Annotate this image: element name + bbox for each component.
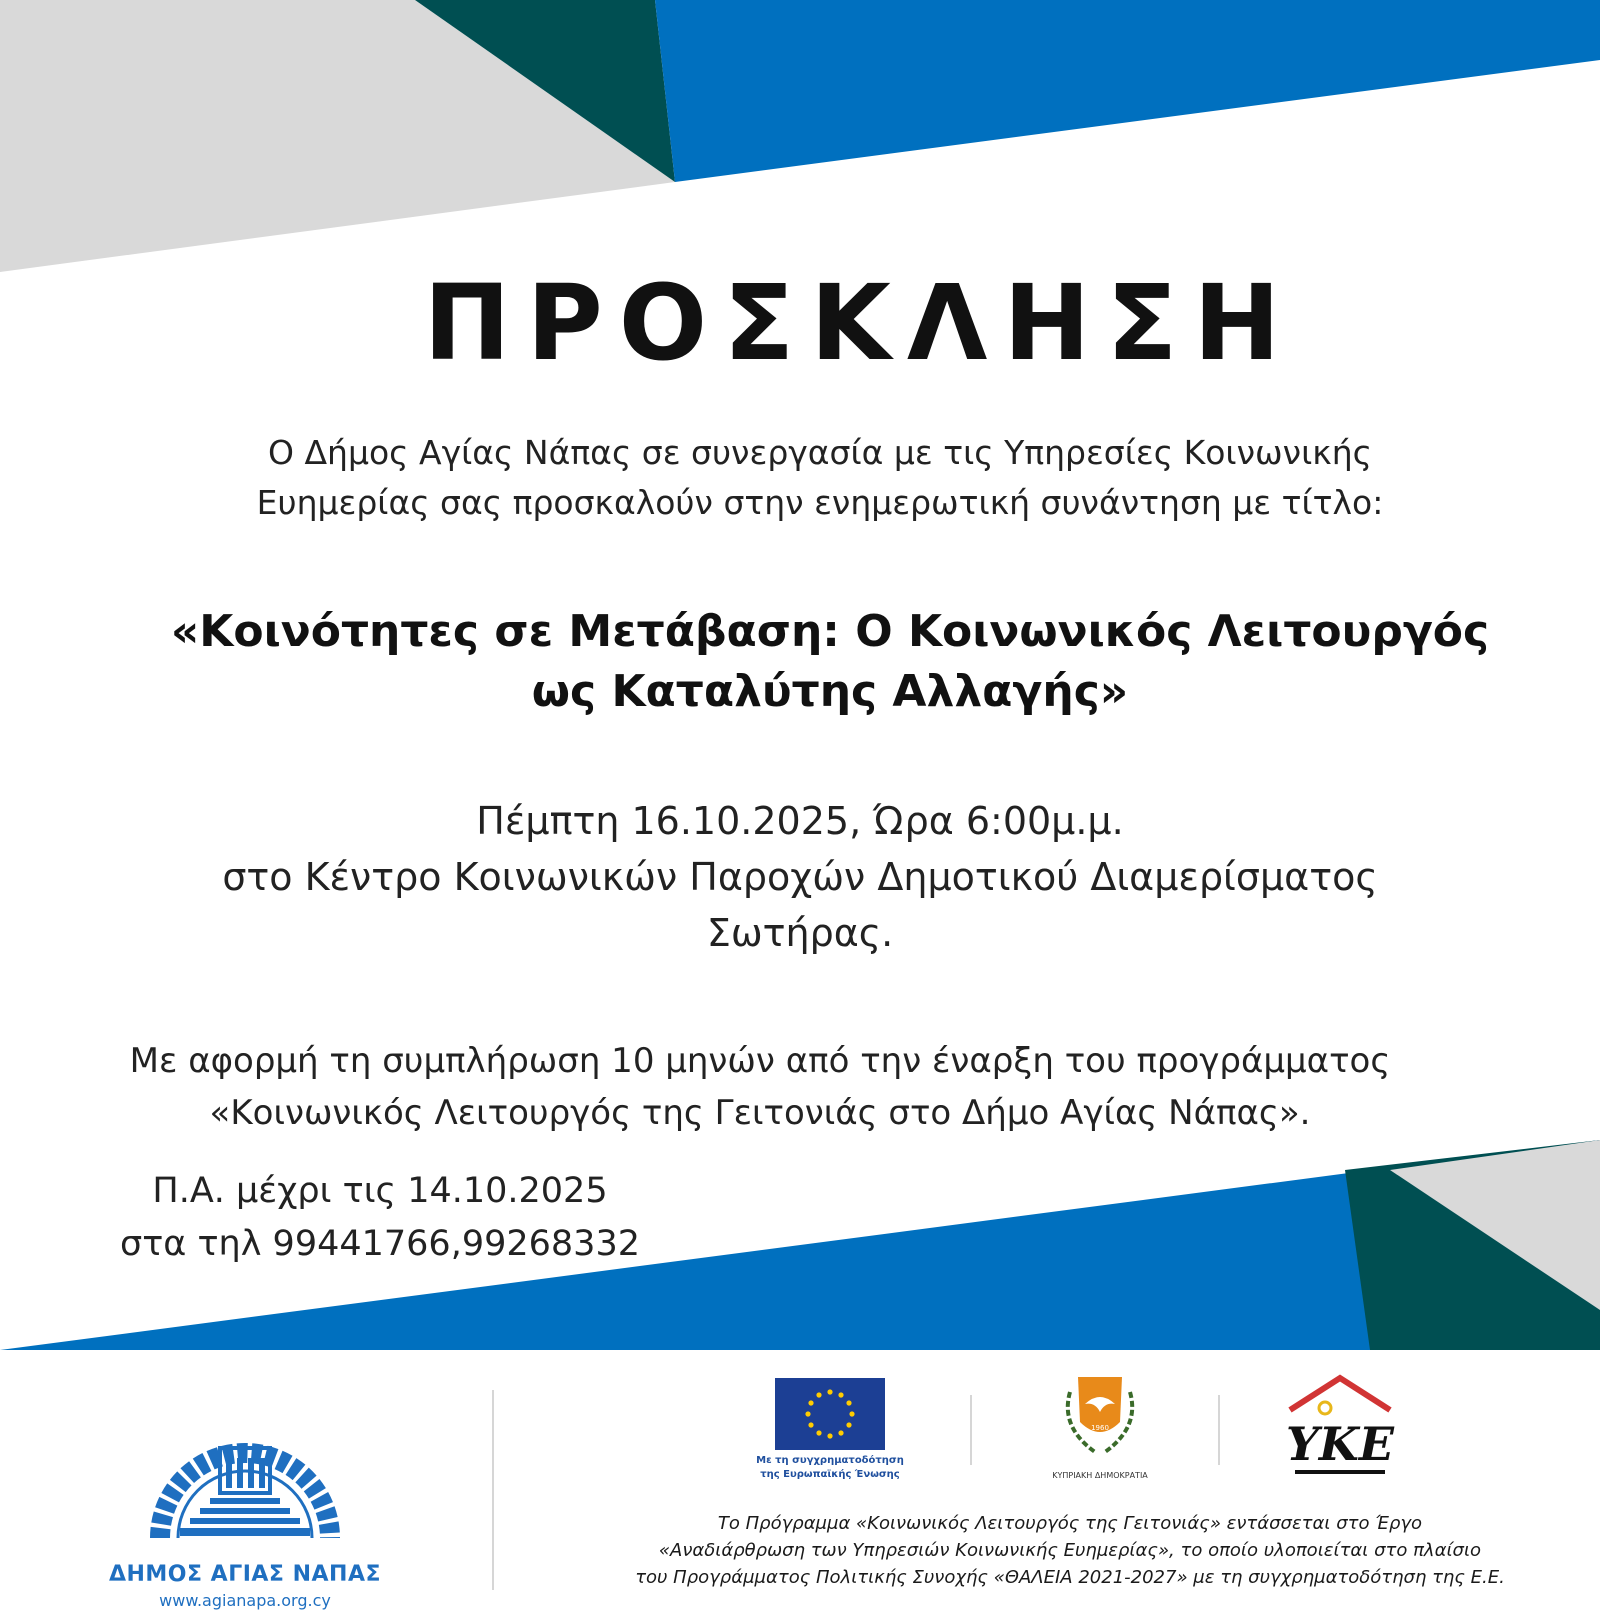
municipality-emblem-icon [140,1408,350,1558]
intro-line-1: Ο Δήμος Αγίας Νάπας σε συνεργασία με τις Υπηρεσίες Κοινωνικής [268,433,1372,472]
rsvp-deadline: Π.Α. μέχρι τις 14.10.2025 [152,1171,608,1211]
event-title [120,602,1540,722]
event-details [150,793,1450,961]
yke-logo-text: ΥΚΕ [1286,1417,1394,1471]
event-venue-line-2: Σωτήρας. [706,911,894,955]
eu-logo [755,1378,905,1482]
footer-divider-3 [1218,1395,1220,1465]
footer-note-line-1: Το Πρόγραμμα «Κοινωνικός Λειτουργός της Γειτονιάς» εντάσσεται στο Έργο [717,1513,1423,1534]
eu-caption-line-2: της Ευρωπαϊκής Ένωσης [760,1469,900,1480]
occasion-line-2: «Κοινωνικός Λειτουργός της Γειτονιάς στο Δήμο Αγίας Νάπας». [209,1093,1311,1133]
eu-caption-line-1: Με τη συγχρηματοδότηση [756,1455,904,1466]
eu-flag-icon [775,1378,885,1450]
footer-divider [492,1390,494,1590]
event-title-line-2: ως Καταλύτης Αλλαγής» [531,666,1129,717]
rsvp-phones: στα τηλ 99441766,99268332 [120,1224,640,1264]
event-datetime: Πέμπτη 16.10.2025, Ώρα 6:00μ.μ. [476,799,1124,843]
top-right-blue-shape [655,0,1600,182]
rsvp-info [100,1165,660,1271]
footer-note-line-2: «Αναδιάρθρωση των Υπηρεσιών Κοινωνικής Ευημερίας», το οποίο υλοποιείται στο πλαίσιο [658,1540,1482,1561]
footer-funding-note [560,1510,1580,1591]
cyprus-year: 1960 [1091,1424,1109,1432]
yke-house-icon [1285,1370,1395,1480]
footer-divider-2 [970,1395,972,1465]
occasion-text [50,1035,1470,1139]
municipality-name: ΔΗΜΟΣ ΑΓΙΑΣ ΝΑΠΑΣ [108,1562,382,1587]
event-title-line-1: «Κοινότητες σε Μετάβαση: Ο Κοινωνικός Λειτουργός [170,606,1490,657]
yke-logo [1285,1370,1395,1484]
cyprus-emblem [1035,1372,1165,1480]
municipality-website[interactable]: www.agianapa.org.cy [159,1591,331,1610]
intro-text [200,428,1440,528]
cyprus-caption: ΚΥΠΡΙΑΚΗ ΔΗΜΟΚΡΑΤΙΑ [1052,1471,1148,1480]
cyprus-coat-of-arms-icon [1050,1372,1150,1467]
occasion-line-1: Με αφορμή τη συμπλήρωση 10 μηνών από την έναρξη του προγράμματος [129,1041,1391,1081]
event-venue-line-1: στο Κέντρο Κοινωνικών Παροχών Δημοτικού Διαμερίσματος [222,855,1378,899]
footer-note-line-3: του Προγράμματος Πολιτικής Συνοχής «ΘΑΛΕΙΑ 2021-2027» με τη συγχρηματοδότηση της Ε.Ε. [635,1567,1505,1588]
intro-line-2: Ευημερίας σας προσκαλούν στην ενημερωτική συνάντηση με τίτλο: [256,483,1384,522]
page-title: ΠΡΟΣΚΛΗΣΗ [423,262,1297,384]
municipality-logo [95,1408,395,1610]
